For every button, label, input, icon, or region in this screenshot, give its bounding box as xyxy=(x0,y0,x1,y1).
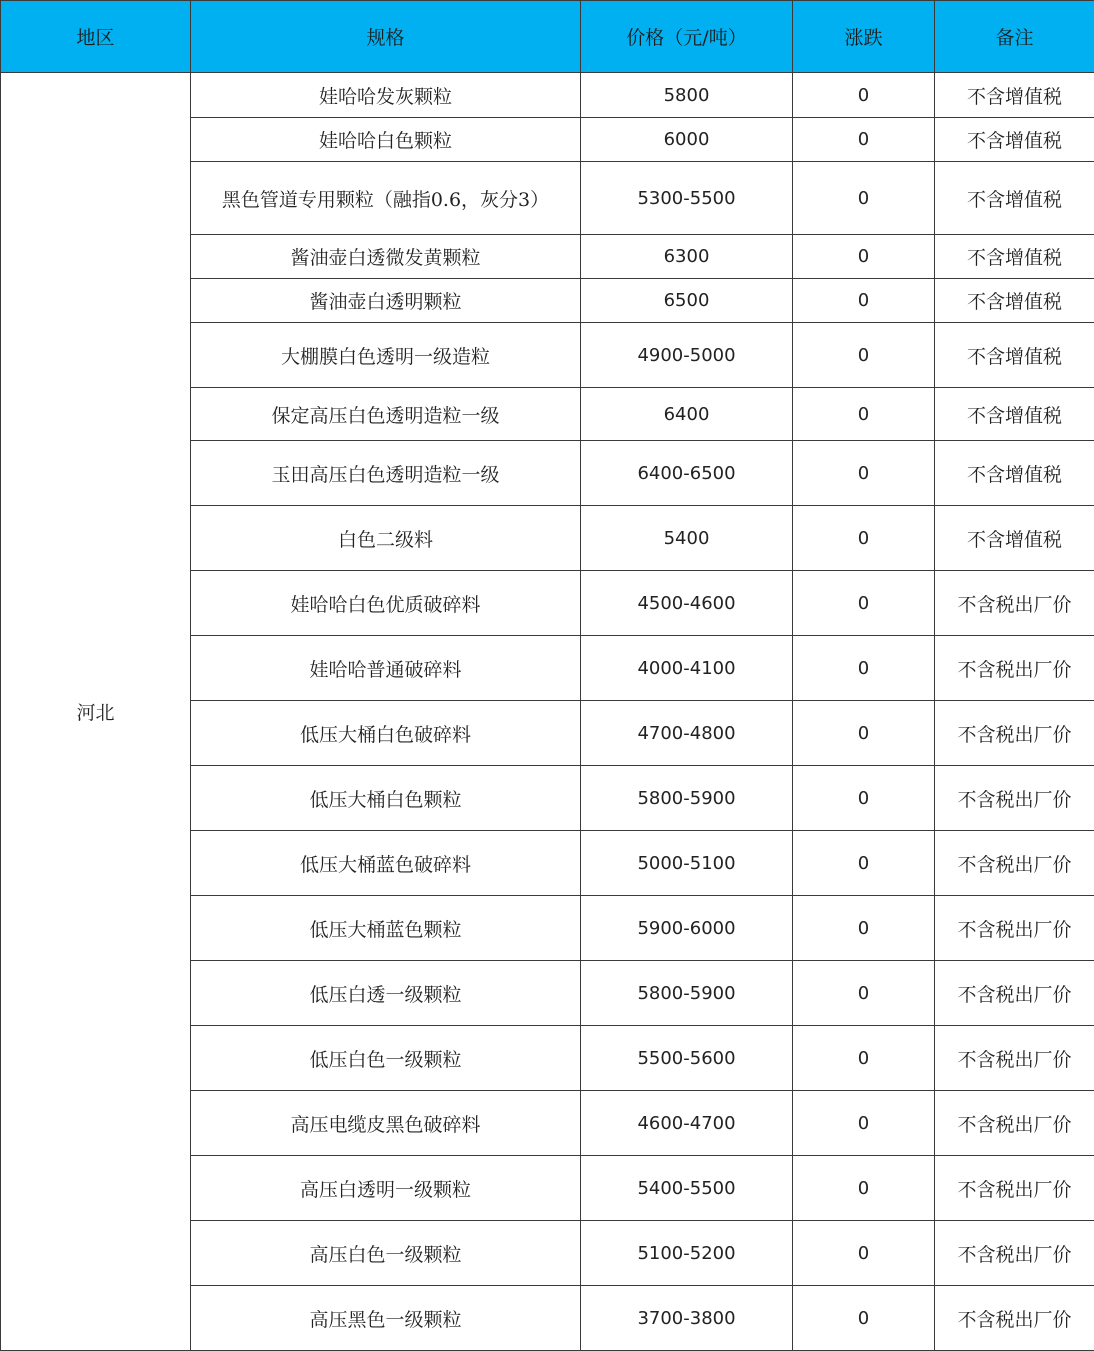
price-cell: 4600-4700 xyxy=(581,1091,793,1156)
price-cell: 5100-5200 xyxy=(581,1221,793,1286)
note-cell: 不含税出厂价 xyxy=(935,766,1094,831)
header-spec: 规格 xyxy=(191,1,581,73)
note-cell: 不含税出厂价 xyxy=(935,1091,1094,1156)
spec-cell: 大棚膜白色透明一级造粒 xyxy=(191,323,581,388)
spec-cell: 白色二级料 xyxy=(191,506,581,571)
header-region: 地区 xyxy=(1,1,191,73)
spec-cell: 低压大桶白色破碎料 xyxy=(191,701,581,766)
change-cell: 0 xyxy=(793,766,935,831)
note-cell: 不含税出厂价 xyxy=(935,1221,1094,1286)
price-cell: 4900-5000 xyxy=(581,323,793,388)
table-body xyxy=(1,73,1094,1351)
note-cell: 不含税出厂价 xyxy=(935,896,1094,961)
note-cell: 不含税出厂价 xyxy=(935,1026,1094,1091)
note-cell: 不含增值税 xyxy=(935,323,1094,388)
spec-cell: 酱油壶白透微发黄颗粒 xyxy=(191,235,581,279)
change-cell: 0 xyxy=(793,1221,935,1286)
table-row xyxy=(1,73,1094,118)
change-cell: 0 xyxy=(793,1091,935,1156)
change-cell: 0 xyxy=(793,441,935,506)
note-cell: 不含增值税 xyxy=(935,73,1094,118)
price-cell: 5300-5500 xyxy=(581,162,793,235)
spec-cell: 高压白色一级颗粒 xyxy=(191,1221,581,1286)
note-cell: 不含增值税 xyxy=(935,441,1094,506)
change-cell: 0 xyxy=(793,279,935,323)
spec-cell: 娃哈哈白色优质破碎料 xyxy=(191,571,581,636)
note-cell: 不含税出厂价 xyxy=(935,571,1094,636)
header-row xyxy=(1,1,1094,73)
spec-cell: 低压大桶蓝色颗粒 xyxy=(191,896,581,961)
spec-cell: 高压电缆皮黑色破碎料 xyxy=(191,1091,581,1156)
price-cell: 6300 xyxy=(581,235,793,279)
note-cell: 不含税出厂价 xyxy=(935,1286,1094,1351)
price-cell: 5500-5600 xyxy=(581,1026,793,1091)
note-cell: 不含税出厂价 xyxy=(935,831,1094,896)
note-cell: 不含增值税 xyxy=(935,118,1094,162)
price-cell: 4500-4600 xyxy=(581,571,793,636)
change-cell: 0 xyxy=(793,636,935,701)
price-cell: 5400-5500 xyxy=(581,1156,793,1221)
note-cell: 不含税出厂价 xyxy=(935,636,1094,701)
spec-cell: 低压白色一级颗粒 xyxy=(191,1026,581,1091)
change-cell: 0 xyxy=(793,323,935,388)
spec-cell: 高压白透明一级颗粒 xyxy=(191,1156,581,1221)
region-cell: 河北 xyxy=(1,73,191,1351)
spec-cell: 低压大桶白色颗粒 xyxy=(191,766,581,831)
spec-cell: 娃哈哈白色颗粒 xyxy=(191,118,581,162)
spec-cell: 娃哈哈发灰颗粒 xyxy=(191,73,581,118)
note-cell: 不含增值税 xyxy=(935,235,1094,279)
price-cell: 5800-5900 xyxy=(581,766,793,831)
spec-cell: 低压白透一级颗粒 xyxy=(191,961,581,1026)
change-cell: 0 xyxy=(793,571,935,636)
change-cell: 0 xyxy=(793,701,935,766)
change-cell: 0 xyxy=(793,162,935,235)
note-cell: 不含增值税 xyxy=(935,162,1094,235)
spec-cell: 保定高压白色透明造粒一级 xyxy=(191,388,581,441)
note-cell: 不含税出厂价 xyxy=(935,701,1094,766)
header-note: 备注 xyxy=(935,1,1094,73)
change-cell: 0 xyxy=(793,831,935,896)
price-cell: 6400-6500 xyxy=(581,441,793,506)
change-cell: 0 xyxy=(793,73,935,118)
price-cell: 4700-4800 xyxy=(581,701,793,766)
price-cell: 5900-6000 xyxy=(581,896,793,961)
price-cell: 5800-5900 xyxy=(581,961,793,1026)
change-cell: 0 xyxy=(793,1286,935,1351)
change-cell: 0 xyxy=(793,961,935,1026)
price-cell: 5000-5100 xyxy=(581,831,793,896)
spec-cell: 酱油壶白透明颗粒 xyxy=(191,279,581,323)
spec-cell: 玉田高压白色透明造粒一级 xyxy=(191,441,581,506)
spec-cell: 娃哈哈普通破碎料 xyxy=(191,636,581,701)
change-cell: 0 xyxy=(793,235,935,279)
header-change: 涨跌 xyxy=(793,1,935,73)
price-cell: 4000-4100 xyxy=(581,636,793,701)
note-cell: 不含税出厂价 xyxy=(935,961,1094,1026)
change-cell: 0 xyxy=(793,506,935,571)
change-cell: 0 xyxy=(793,118,935,162)
price-cell: 6500 xyxy=(581,279,793,323)
note-cell: 不含增值税 xyxy=(935,279,1094,323)
change-cell: 0 xyxy=(793,388,935,441)
price-cell: 3700-3800 xyxy=(581,1286,793,1351)
note-cell: 不含增值税 xyxy=(935,506,1094,571)
price-cell: 6400 xyxy=(581,388,793,441)
change-cell: 0 xyxy=(793,1156,935,1221)
spec-cell: 黑色管道专用颗粒（融指0.6，灰分3） xyxy=(191,162,581,235)
change-cell: 0 xyxy=(793,1026,935,1091)
note-cell: 不含增值税 xyxy=(935,388,1094,441)
price-cell: 6000 xyxy=(581,118,793,162)
price-cell: 5800 xyxy=(581,73,793,118)
spec-cell: 低压大桶蓝色破碎料 xyxy=(191,831,581,896)
change-cell: 0 xyxy=(793,896,935,961)
price-cell: 5400 xyxy=(581,506,793,571)
spec-cell: 高压黑色一级颗粒 xyxy=(191,1286,581,1351)
header-price: 价格（元/吨） xyxy=(581,1,793,73)
note-cell: 不含税出厂价 xyxy=(935,1156,1094,1221)
